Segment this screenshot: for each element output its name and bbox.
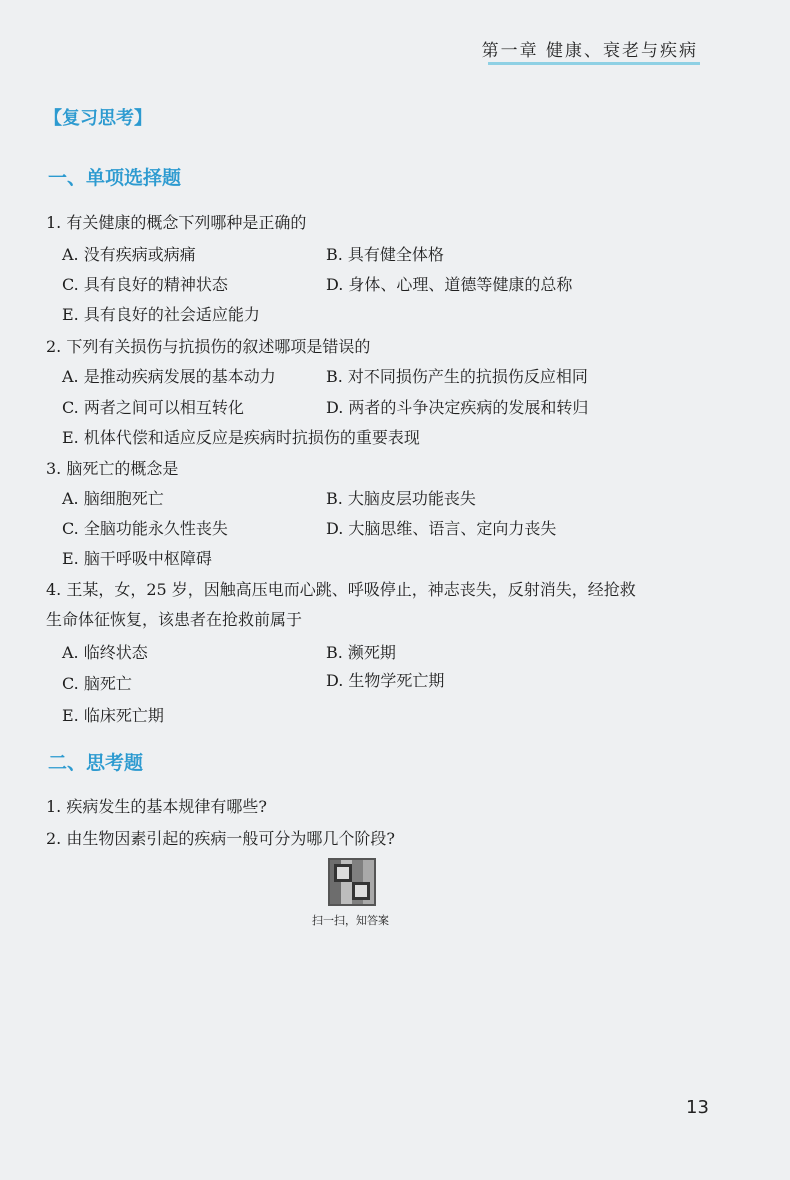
q3-option-b: B. 大脑皮层功能丧失 (326, 489, 476, 508)
question-1: 1. 有关健康的概念下列哪种是正确的 (46, 213, 307, 232)
q1-option-c: C. 具有良好的精神状态 (62, 275, 228, 294)
question-3: 3. 脑死亡的概念是 (46, 459, 179, 478)
qr-code-icon[interactable] (328, 858, 376, 906)
think-question-1: 1. 疾病发生的基本规律有哪些? (46, 797, 267, 816)
review-tag: 【复习思考】 (44, 108, 152, 129)
q2-option-e: E. 机体代偿和适应反应是疾病时抗损伤的重要表现 (62, 428, 420, 447)
q4-option-d: D. 生物学死亡期 (326, 671, 445, 690)
q2-option-b: B. 对不同损伤产生的抗损伤反应相同 (326, 367, 588, 386)
part2-heading: 二、思考题 (48, 752, 144, 774)
q1-option-b: B. 具有健全体格 (326, 245, 444, 264)
question-4-line-2: 生命体征恢复，该患者在抢救前属于 (46, 610, 303, 629)
q4-option-e: E. 临床死亡期 (62, 706, 164, 725)
think-question-2: 2. 由生物因素引起的疾病一般可分为哪几个阶段? (46, 829, 395, 848)
q1-option-a: A. 没有疾病或病痛 (62, 245, 196, 264)
page-number: 13 (686, 1097, 709, 1118)
q2-option-a: A. 是推动疾病发展的基本动力 (62, 367, 276, 386)
q2-option-c: C. 两者之间可以相互转化 (62, 398, 244, 417)
q2-option-d: D. 两者的斗争决定疾病的发展和转归 (326, 398, 589, 417)
chapter-header: 第一章 健康、衰老与疾病 (481, 41, 698, 61)
question-2: 2. 下列有关损伤与抗损伤的叙述哪项是错误的 (46, 337, 371, 356)
question-4-line-1: 4. 王某，女，25 岁，因触高压电而心跳、呼吸停止，神志丧失，反射消失，经抢救 (46, 580, 636, 599)
q3-option-c: C. 全脑功能永久性丧失 (62, 519, 228, 538)
q3-option-d: D. 大脑思维、语言、定向力丧失 (326, 519, 557, 538)
q4-option-c: C. 脑死亡 (62, 674, 132, 693)
qr-caption: 扫一扫，知答案 (312, 914, 389, 927)
q4-option-b: B. 濒死期 (326, 643, 396, 662)
q1-option-e: E. 具有良好的社会适应能力 (62, 305, 260, 324)
q3-option-e: E. 脑干呼吸中枢障碍 (62, 549, 212, 568)
part1-heading: 一、单项选择题 (48, 167, 182, 189)
header-rule (488, 62, 700, 65)
q3-option-a: A. 脑细胞死亡 (62, 489, 164, 508)
q1-option-d: D. 身体、心理、道德等健康的总称 (326, 275, 573, 294)
q4-option-a: A. 临终状态 (62, 643, 148, 662)
